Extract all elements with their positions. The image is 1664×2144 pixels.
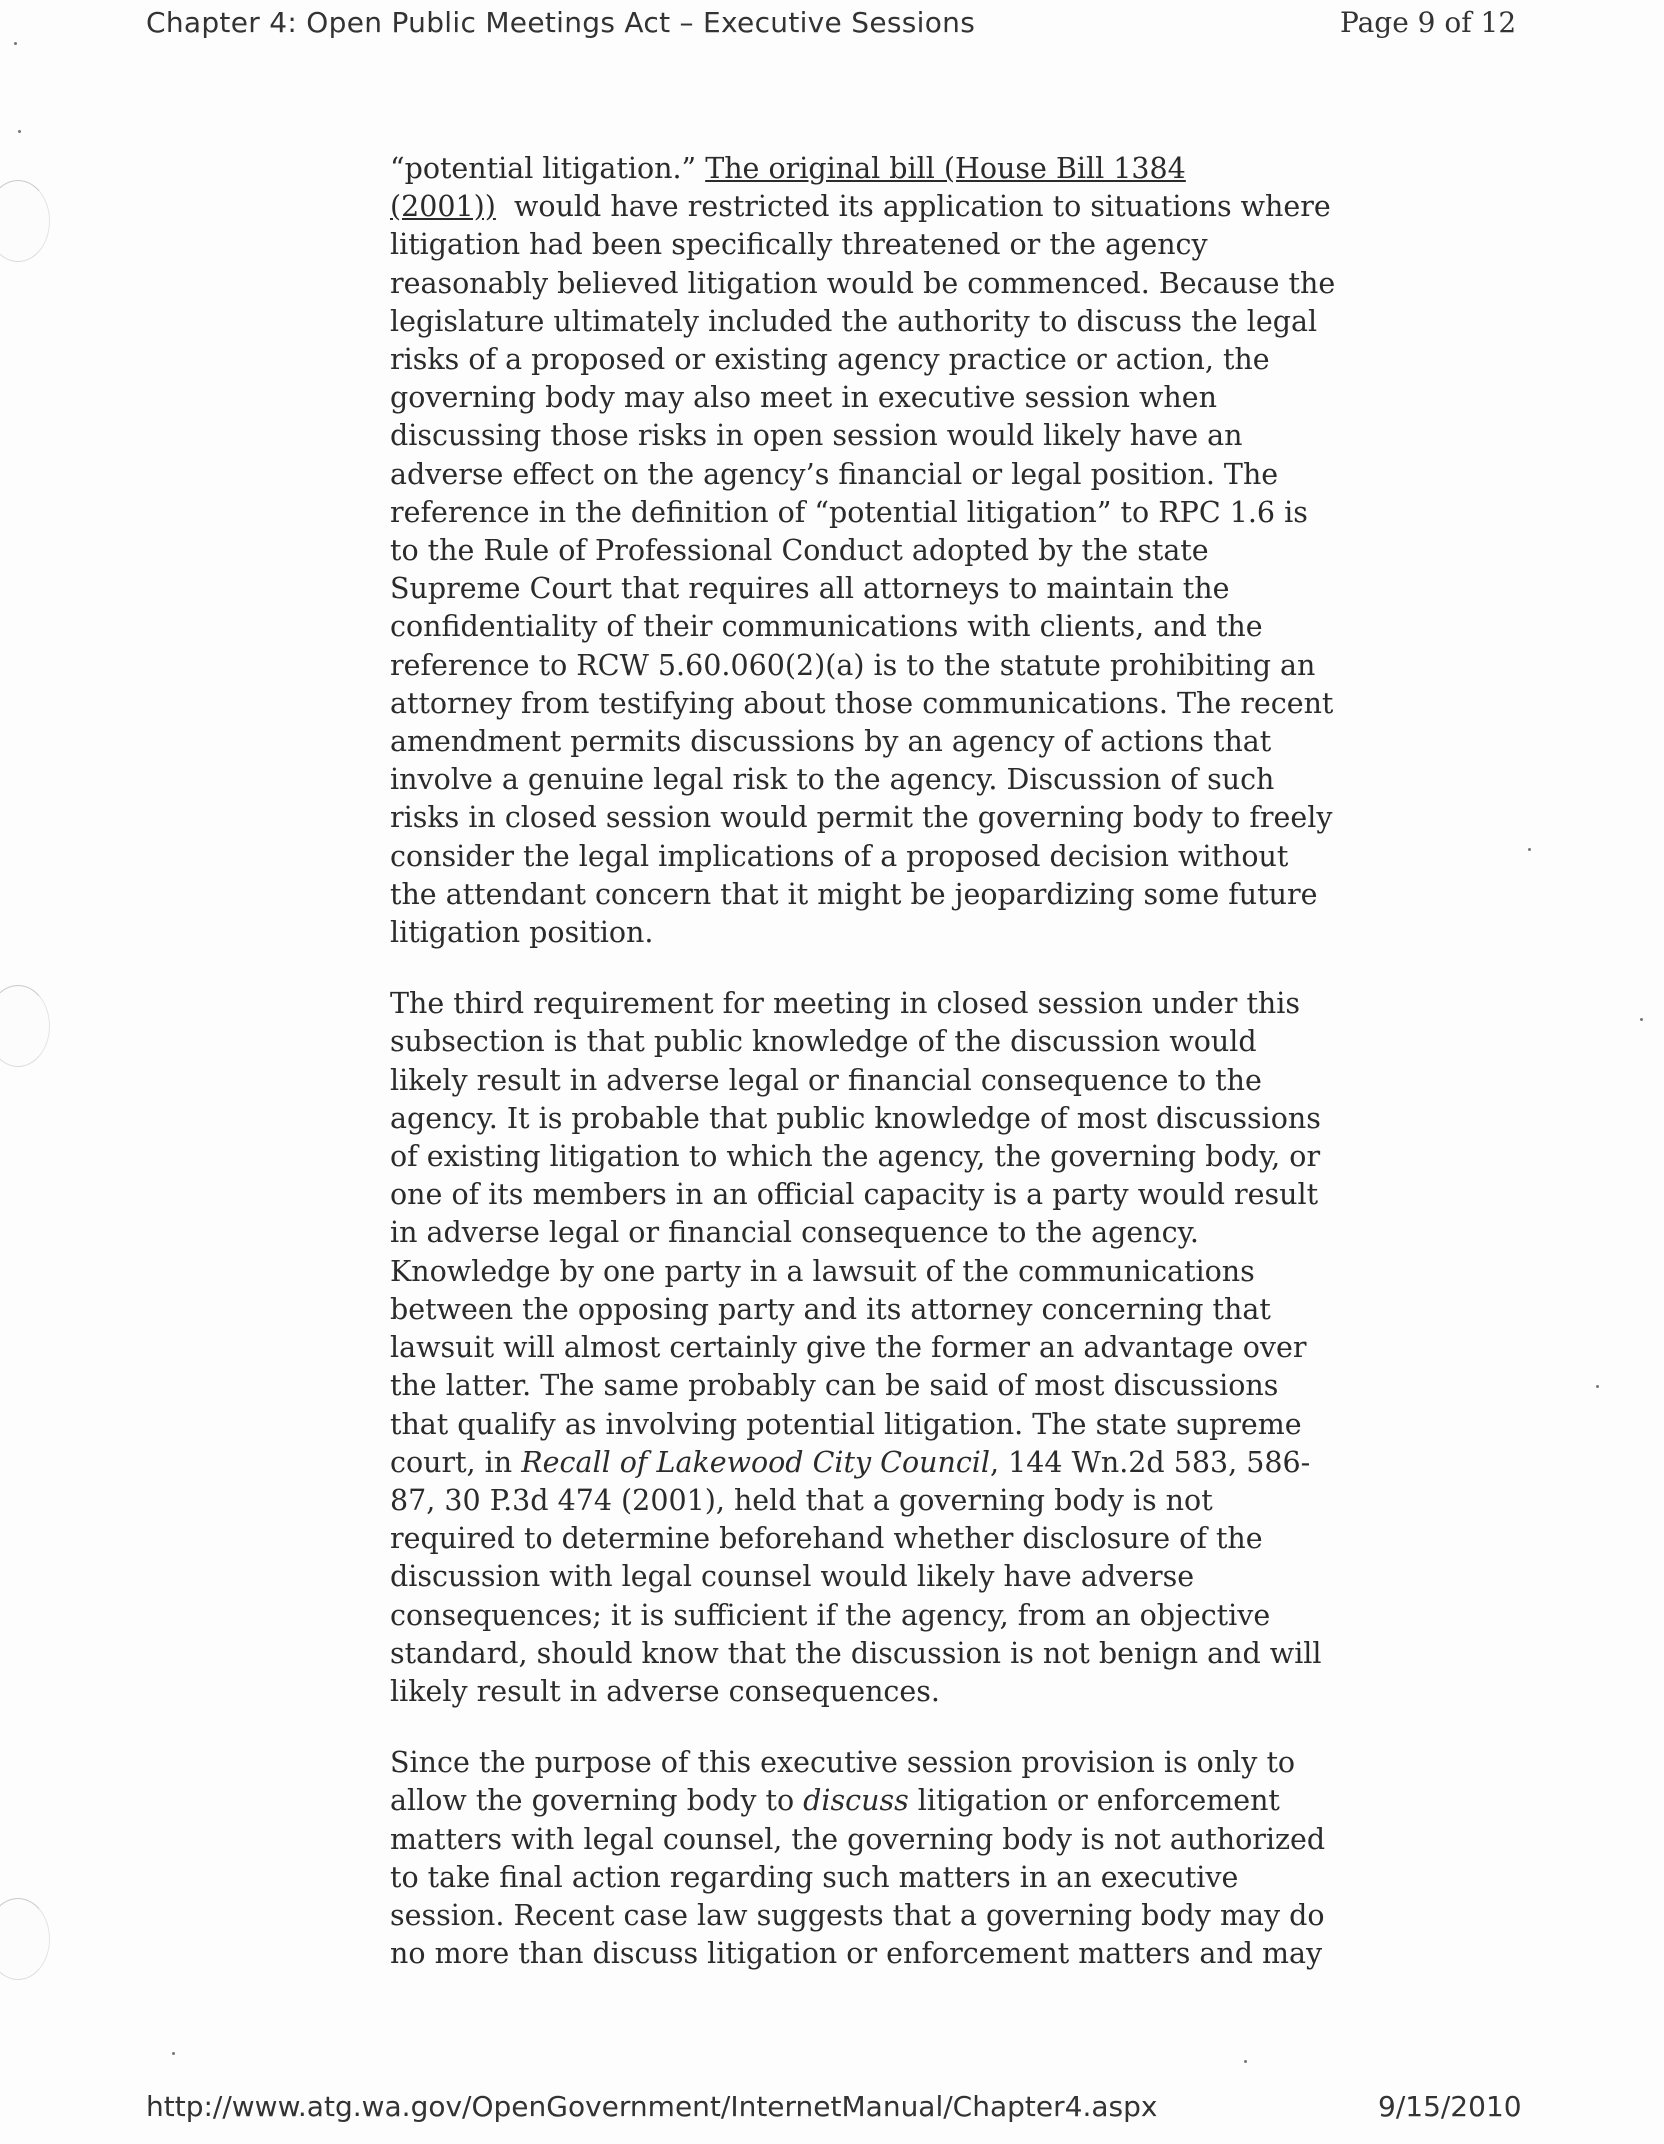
text-line: risks of a proposed or existing agency practice or action, the: [390, 343, 1270, 377]
punch-hole-bottom: [0, 1898, 50, 1980]
text-line: adverse effect on the agency’s financial or legal position. The: [390, 457, 1279, 491]
punch-hole-top: [0, 180, 50, 262]
text-line: likely result in adverse legal or financial consequence to the: [390, 1063, 1262, 1097]
footer-url: http://www.atg.wa.gov/OpenGovernment/InternetManual/Chapter4.aspx: [146, 2090, 1158, 2123]
text-line: [390, 1444, 1311, 1482]
text-line: one of its members in an official capacity is a party would result: [390, 1178, 1319, 1212]
scan-speck: [1528, 848, 1531, 851]
text-span: would have restricted its application to situations where: [495, 190, 1331, 224]
text-line: subsection is that public knowledge of the discussion would: [390, 1025, 1257, 1059]
paragraph-purpose-of-provision: [390, 1744, 1326, 1973]
text-line: agency. It is probable that public knowledge of most discussions: [390, 1101, 1321, 1135]
text-line: consequences; it is sufficient if the agency, from an objective: [390, 1598, 1271, 1632]
text-line: Since the purpose of this executive session provision is only to: [390, 1746, 1296, 1780]
text-line: legislature ultimately included the authority to discuss the legal: [390, 304, 1318, 338]
text-line: matters with legal counsel, the governing body is not authorized: [390, 1822, 1326, 1856]
text-line: 87, 30 P.3d 474 (2001), held that a governing body is not: [390, 1483, 1213, 1517]
text-span: allow the governing body to: [390, 1784, 804, 1818]
text-line: to take final action regarding such matters in an executive: [390, 1860, 1239, 1894]
punch-hole-middle: [0, 985, 50, 1067]
text-line: attorney from testifying about those communications. The recent: [390, 686, 1334, 720]
text-line: between the opposing party and its attorney concerning that: [390, 1292, 1271, 1326]
footer-date: 9/15/2010: [1378, 2090, 1522, 2123]
scan-speck: [1244, 2060, 1247, 2063]
text-line: [390, 150, 1280, 188]
text-line: to the Rule of Professional Conduct adopted by the state: [390, 534, 1209, 568]
scan-speck: [14, 42, 17, 45]
text-line: discussing those risks in open session would likely have an: [390, 419, 1243, 453]
case-citation: Recall of Lakewood City Council: [521, 1445, 991, 1479]
text-line: litigation had been specifically threatened or the agency: [390, 228, 1208, 262]
text-line: [390, 188, 1331, 226]
header-chapter-title: Chapter 4: Open Public Meetings Act – Executive Sessions: [146, 6, 976, 39]
text-line: consider the legal implications of a proposed decision without: [390, 839, 1289, 873]
text-line: Supreme Court that requires all attorneys to maintain the: [390, 572, 1230, 606]
text-span: “potential litigation.”: [390, 152, 706, 185]
text-line: reference in the definition of “potential litigation” to RPC 1.6 is: [390, 495, 1308, 529]
text-line: likely result in adverse consequences.: [390, 1674, 940, 1708]
text-line: lawsuit will almost certainly give the former an advantage over: [390, 1331, 1307, 1365]
text-line: litigation position.: [390, 916, 654, 950]
text-line: the attendant concern that it might be jeopardizing some future: [390, 877, 1318, 911]
house-bill-link[interactable]: The original bill (House Bill 1384: [705, 152, 1186, 185]
paragraph-third-requirement: [390, 985, 1322, 1711]
text-line: session. Recent case law suggests that a governing body may do: [390, 1898, 1325, 1932]
text-line: discussion with legal counsel would likely have adverse: [390, 1560, 1195, 1594]
scan-speck: [18, 130, 21, 133]
text-span: litigation or enforcement: [908, 1784, 1280, 1818]
text-line: of existing litigation to which the agency, the governing body, or: [390, 1140, 1321, 1174]
text-line: the latter. The same probably can be said of most discussions: [390, 1369, 1279, 1403]
text-line: involve a genuine legal risk to the agency. Discussion of such: [390, 763, 1275, 797]
document-body: [390, 150, 1336, 2006]
text-line: Knowledge by one party in a lawsuit of the communications: [390, 1254, 1255, 1288]
text-line: reference to RCW 5.60.060(2)(a) is to the statute prohibiting an: [390, 648, 1316, 682]
scan-speck: [172, 2052, 175, 2055]
text-span: , 144 Wn.2d 583, 586-: [990, 1445, 1311, 1479]
emphasis-discuss: discuss: [803, 1784, 909, 1818]
text-line: The third requirement for meeting in closed session under this: [390, 987, 1301, 1021]
header-page-number: Page 9 of 12: [1340, 6, 1517, 39]
text-line: reasonably believed litigation would be commenced. Because the: [390, 266, 1336, 300]
text-line: [390, 1782, 1280, 1820]
text-line: no more than discuss litigation or enforcement matters and may: [390, 1937, 1323, 1971]
text-line: in adverse legal or financial consequence to the agency.: [390, 1216, 1199, 1250]
paragraph-potential-litigation: [390, 150, 1336, 952]
text-line: standard, should know that the discussion is not benign and will: [390, 1636, 1322, 1670]
text-line: required to determine beforehand whether disclosure of the: [390, 1522, 1263, 1556]
text-line: confidentiality of their communications with clients, and the: [390, 610, 1263, 644]
text-line: amendment permits discussions by an agency of actions that: [390, 725, 1272, 759]
scan-speck: [1640, 1018, 1643, 1021]
text-line: governing body may also meet in executive session when: [390, 381, 1217, 415]
text-line: risks in closed session would permit the governing body to freely: [390, 801, 1333, 835]
scan-speck: [1596, 1385, 1599, 1388]
text-line: that qualify as involving potential litigation. The state supreme: [390, 1407, 1302, 1441]
text-span: court, in: [390, 1445, 522, 1479]
house-bill-link-year[interactable]: (2001)): [390, 190, 496, 224]
